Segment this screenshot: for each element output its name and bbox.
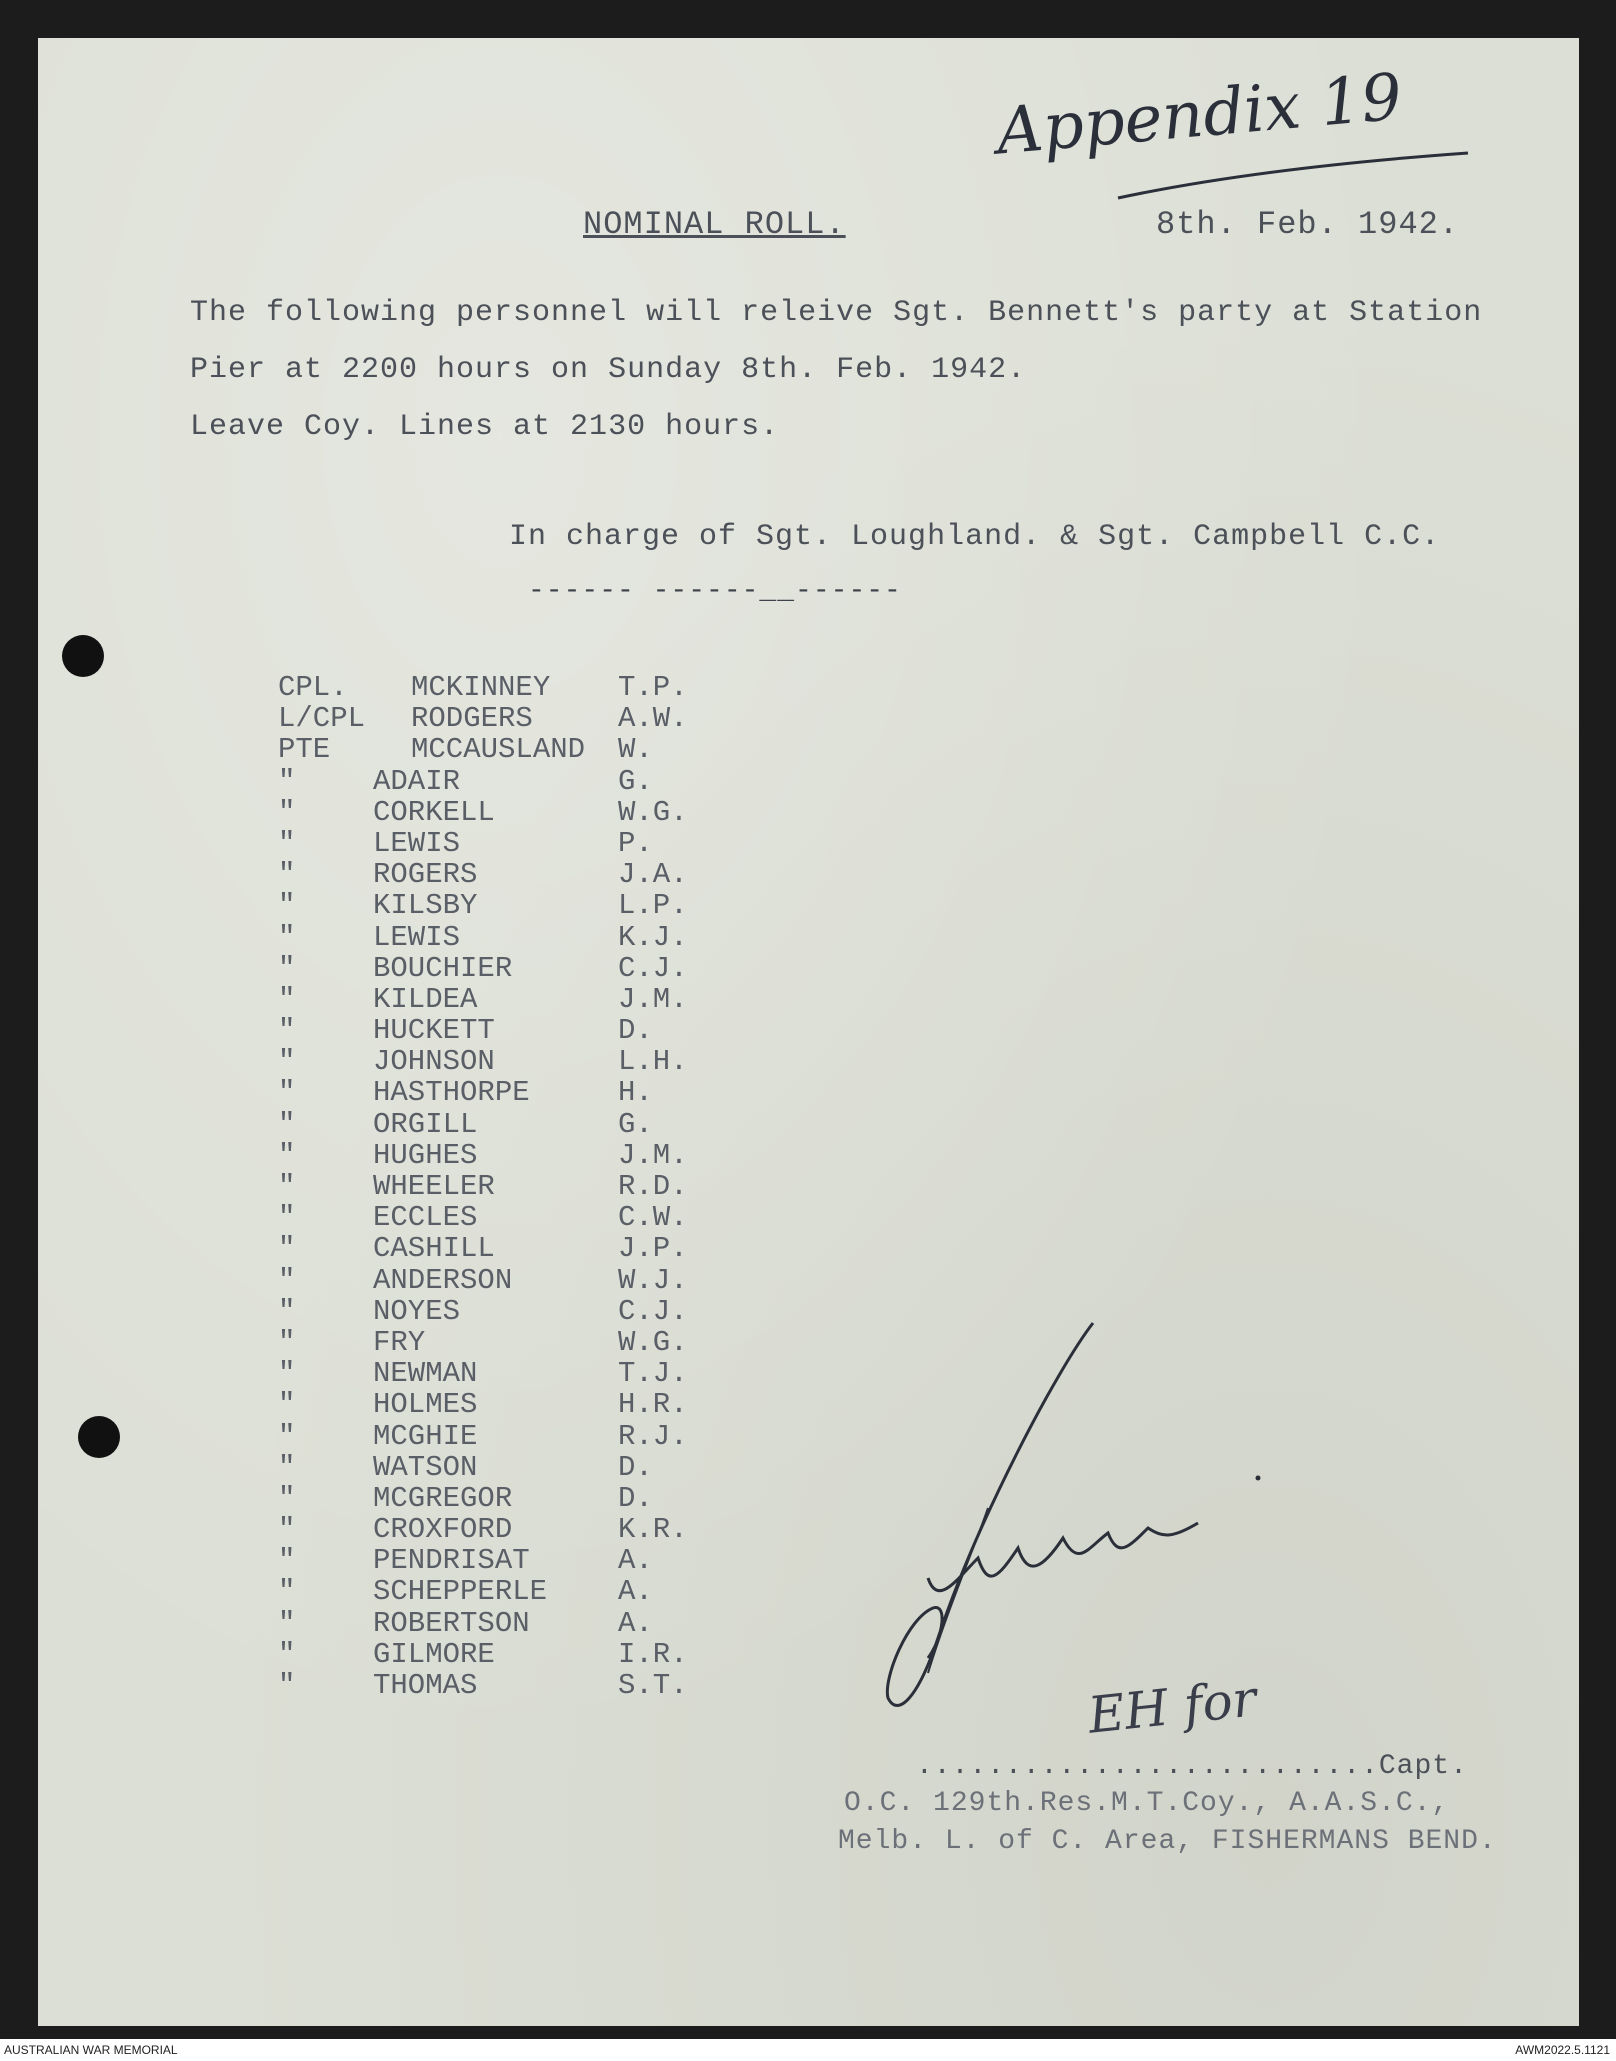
page-title: NOMINAL ROLL. <box>583 206 846 243</box>
roster-rank: " <box>278 1544 296 1578</box>
roster-rank: " <box>278 1481 296 1515</box>
body-line-1: The following personnel will releive Sgt. Bennett's party at Station <box>190 296 1483 330</box>
roster-surname: CORKELL <box>373 795 495 829</box>
roster-initials: L.H. <box>618 1045 688 1079</box>
appendix-note: Appendix 19 <box>993 60 1406 170</box>
roster-surname: MCCAUSLAND <box>411 733 586 767</box>
archive-name: AUSTRALIAN WAR MEMORIAL <box>4 2043 178 2057</box>
roster-rank: " <box>278 1513 296 1547</box>
roster-rank: " <box>278 1450 296 1484</box>
roster-surname: HUGHES <box>373 1138 478 1172</box>
roster-surname: CASHILL <box>373 1232 495 1266</box>
roster-rank: " <box>278 1419 296 1453</box>
roster-rank: " <box>278 1263 296 1297</box>
roster-rank: PTE <box>278 733 331 767</box>
roster-initials: J.M. <box>618 982 688 1016</box>
roster-initials: W.G. <box>618 795 688 829</box>
roster-initials: G. <box>618 1107 653 1141</box>
roster-initials: J.M. <box>618 1138 688 1172</box>
roster-surname: JOHNSON <box>373 1045 495 1079</box>
roster-initials: A. <box>618 1575 653 1609</box>
roster-surname: HUCKETT <box>373 1014 495 1048</box>
roster-initials: W. <box>618 733 653 767</box>
roster-surname: ADAIR <box>373 764 461 798</box>
separator-line: ------ ------__------ <box>528 576 902 607</box>
roster-surname: GILMORE <box>373 1637 495 1671</box>
roster-initials: T.P. <box>618 671 688 704</box>
roster-initials: S.T. <box>618 1669 688 1702</box>
roster-surname: SCHEPPERLE <box>373 1575 548 1609</box>
roster-surname: NEWMAN <box>373 1357 478 1391</box>
roster-rank: " <box>278 1606 296 1640</box>
roster-initials: K.J. <box>618 920 688 954</box>
roster-rank: " <box>278 1107 296 1141</box>
roster-rank: " <box>278 1138 296 1172</box>
roster-rank: " <box>278 764 296 798</box>
roster-initials: D. <box>618 1450 653 1484</box>
roster-rank: " <box>278 951 296 985</box>
roster-initials: D. <box>618 1014 653 1048</box>
roster-rank: " <box>278 1014 296 1048</box>
roster-rank: " <box>278 1201 296 1235</box>
roster-rank: " <box>278 889 296 923</box>
roster-rank: " <box>278 1388 296 1422</box>
roster-surname: WHEELER <box>373 1170 495 1203</box>
roster-rank: " <box>278 1637 296 1671</box>
document-date: 8th. Feb. 1942. <box>1156 206 1460 243</box>
roster-initials: A. <box>618 1544 653 1578</box>
roster-surname: MCKINNEY <box>411 671 551 704</box>
roster-surname: FRY <box>373 1325 426 1359</box>
roster-initials: C.J. <box>618 951 688 985</box>
roster-surname: LEWIS <box>373 920 461 954</box>
archive-reference: AWM2022.5.1121 <box>1515 2043 1610 2057</box>
roster-initials: J.P. <box>618 1232 688 1266</box>
roster-initials: D. <box>618 1481 653 1515</box>
roster-rank: " <box>278 1045 296 1079</box>
signature-scrawl <box>778 1278 1298 1738</box>
roster-initials: C.W. <box>618 1201 688 1235</box>
roster-rank: " <box>278 1325 296 1359</box>
area-line: Melb. L. of C. Area, FISHERMANS BEND. <box>838 1826 1497 1857</box>
roster-initials: I.R. <box>618 1637 688 1671</box>
roster-surname: WATSON <box>373 1450 478 1484</box>
roster-surname: BOUCHIER <box>373 951 513 985</box>
roster-initials: R.J. <box>618 1419 688 1453</box>
roster-rank: " <box>278 858 296 892</box>
roster-rank: " <box>278 1170 296 1203</box>
roster-surname: ECCLES <box>373 1201 478 1235</box>
roster-rank: " <box>278 982 296 1016</box>
roster-initials: J.A. <box>618 858 688 892</box>
roster-surname: RODGERS <box>411 702 533 736</box>
roster-initials: C.J. <box>618 1294 688 1328</box>
roster-initials: A. <box>618 1606 653 1640</box>
roster-initials: P. <box>618 826 653 860</box>
roster-initials: G. <box>618 764 653 798</box>
roster-initials: R.D. <box>618 1170 688 1203</box>
archive-footer <box>0 2039 1616 2061</box>
roster-initials: H. <box>618 1076 653 1110</box>
roster-surname: LEWIS <box>373 826 461 860</box>
unit-line: O.C. 129th.Res.M.T.Coy., A.A.S.C., <box>844 1788 1450 1819</box>
roster-surname: HASTHORPE <box>373 1076 530 1110</box>
roster-rank: " <box>278 1669 296 1702</box>
roster-initials: W.G. <box>618 1325 688 1359</box>
roster-initials: L.P. <box>618 889 688 923</box>
roster-initials: H.R. <box>618 1388 688 1422</box>
roster-surname: MCGREGOR <box>373 1481 513 1515</box>
roster-rank: L/CPL <box>278 702 366 736</box>
document-page <box>38 38 1579 2026</box>
roster-surname: KILSBY <box>373 889 478 923</box>
roster-initials: T.J. <box>618 1357 688 1391</box>
roster-surname: HOLMES <box>373 1388 478 1422</box>
roster-surname: ROBERTSON <box>373 1606 530 1640</box>
roster-rank: " <box>278 1357 296 1391</box>
roster-initials: K.R. <box>618 1513 688 1547</box>
appendix-underline <box>1108 148 1488 208</box>
punch-hole-top <box>62 635 104 677</box>
signing-initials: EH for <box>1085 1669 1260 1745</box>
roster-initials: W.J. <box>618 1263 688 1297</box>
body-line-3: Leave Coy. Lines at 2130 hours. <box>190 410 780 444</box>
roster-surname: NOYES <box>373 1294 461 1328</box>
roster-surname: ORGILL <box>373 1107 478 1141</box>
roster-rank: " <box>278 920 296 954</box>
roster-rank: " <box>278 1294 296 1328</box>
in-charge-line: In charge of Sgt. Loughland. & Sgt. Campbell C.C. <box>509 520 1441 554</box>
body-line-2: Pier at 2200 hours on Sunday 8th. Feb. 1942. <box>190 353 1027 387</box>
captain-signature-line: ..........................Capt. <box>916 1751 1468 1782</box>
roster-rank: CPL. <box>278 671 348 704</box>
roster-surname: MCGHIE <box>373 1419 478 1453</box>
roster-rank: " <box>278 1575 296 1609</box>
roster-surname: ROGERS <box>373 858 478 892</box>
roster-surname: THOMAS <box>373 1669 478 1702</box>
roster-rank: " <box>278 795 296 829</box>
roster-rank: " <box>278 826 296 860</box>
roster-rank: " <box>278 1232 296 1266</box>
punch-hole-bottom <box>78 1416 120 1458</box>
roster-initials: A.W. <box>618 702 688 736</box>
roster-surname: PENDRISAT <box>373 1544 530 1578</box>
roster-surname: CROXFORD <box>373 1513 513 1547</box>
roster-surname: KILDEA <box>373 982 478 1016</box>
roster-rank: " <box>278 1076 296 1110</box>
roster-surname: ANDERSON <box>373 1263 513 1297</box>
